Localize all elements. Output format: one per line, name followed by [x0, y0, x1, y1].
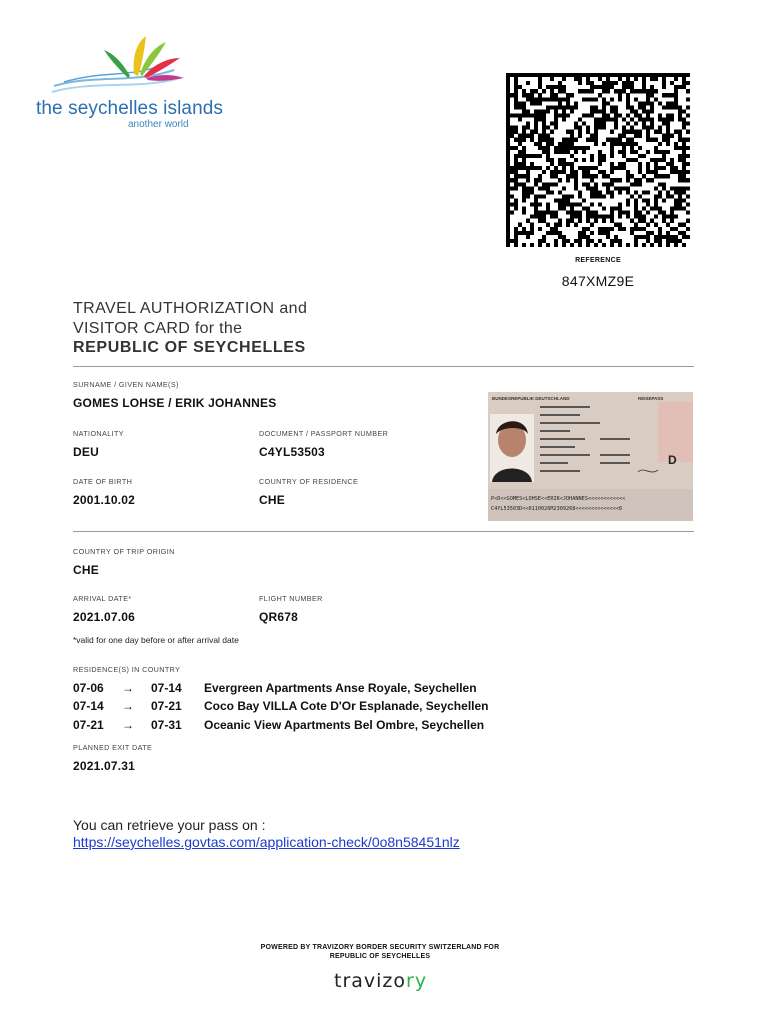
dob-label: DATE OF BIRTH [73, 477, 133, 486]
dob-value: 2001.10.02 [73, 493, 136, 507]
document-value: C4YL53503 [259, 445, 325, 459]
passport-header-left: BUNDESREPUBLIK DEUTSCHLAND [492, 396, 570, 401]
residence-to: 07-31 [151, 718, 182, 732]
residence-place: Coco Bay VILLA Cote D'Or Esplanade, Seychellen [204, 699, 489, 713]
residence-to: 07-21 [151, 699, 182, 713]
flight-label: FLIGHT NUMBER [259, 594, 323, 603]
passport-header-right: REISEPASS [638, 396, 664, 401]
logo-wordmark: the seychelles islands [36, 98, 224, 119]
title-line-2: VISITOR CARD for the [73, 320, 243, 337]
passport-letter: D [668, 453, 677, 467]
residence-row [73, 681, 693, 697]
origin-value: CHE [73, 563, 99, 577]
application-check-link[interactable]: https://seychelles.govtas.com/application-check/0o8n58451nlz [73, 834, 460, 850]
nationality-value: DEU [73, 445, 99, 459]
flight-value: QR678 [259, 610, 299, 624]
document-label: DOCUMENT / PASSPORT NUMBER [259, 429, 389, 438]
passport-mrz-line-2: C4YL53503D<<0110026M2309268<<<<<<<<<<<<<<6 [491, 506, 623, 512]
residence-place: Oceanic View Apartments Bel Ombre, Seychellen [204, 718, 485, 732]
residence-to: 07-14 [151, 681, 182, 695]
retrieve-text: You can retrieve your pass on : [73, 817, 266, 833]
powered-by [230, 943, 530, 961]
residence-value: CHE [259, 493, 285, 507]
title-line-3: REPUBLIC OF SEYCHELLES [73, 339, 306, 356]
divider [73, 531, 694, 532]
reference-number: 847XMZ9E [561, 273, 635, 289]
arrival-note: *valid for one day before or after arrival date [73, 635, 239, 645]
arrow-icon: → [122, 699, 134, 713]
residence-label: COUNTRY OF RESIDENCE [259, 477, 359, 486]
divider [73, 366, 694, 367]
exit-value: 2021.07.31 [73, 759, 136, 773]
qr-code [506, 73, 690, 247]
arrival-value: 2021.07.06 [73, 610, 136, 624]
arrival-label: ARRIVAL DATE* [73, 594, 132, 603]
reference-label: REFERENCE [575, 257, 621, 264]
travizory-logo-a: travizo [334, 970, 407, 992]
residence-from: 07-06 [73, 681, 104, 695]
residences-label: RESIDENCE(S) IN COUNTRY [73, 665, 181, 674]
title-line-1: TRAVEL AUTHORIZATION and [73, 300, 308, 317]
passport-mrz-line-1: P<D<<GOMES<LOHSE<<ERIK<JOHANNES<<<<<<<<<<<< [491, 496, 626, 502]
logo-tagline: another world [128, 119, 189, 130]
arrow-icon: → [122, 681, 134, 695]
powered-by-line-2: REPUBLIC OF SEYCHELLES [329, 953, 431, 960]
name-label: SURNAME / GIVEN NAME(S) [73, 380, 179, 389]
powered-by-line-1: POWERED BY TRAVIZORY BORDER SECURITY SWITZERLAND FOR [260, 944, 500, 951]
travizory-logo-b: ry [406, 970, 428, 992]
residence-from: 07-21 [73, 718, 104, 732]
arrow-icon: → [122, 718, 134, 732]
origin-label: COUNTRY OF TRIP ORIGIN [73, 547, 175, 556]
residence-place: Evergreen Apartments Anse Royale, Seychellen [204, 681, 477, 695]
passport-photo [488, 392, 693, 521]
name-value: GOMES LOHSE / ERIK JOHANNES [73, 396, 277, 410]
residence-row [73, 718, 693, 734]
travizory-logo [334, 970, 427, 992]
exit-label: PLANNED EXIT DATE [73, 743, 153, 752]
residence-from: 07-14 [73, 699, 104, 713]
nationality-label: NATIONALITY [73, 429, 124, 438]
residence-row [73, 699, 693, 715]
